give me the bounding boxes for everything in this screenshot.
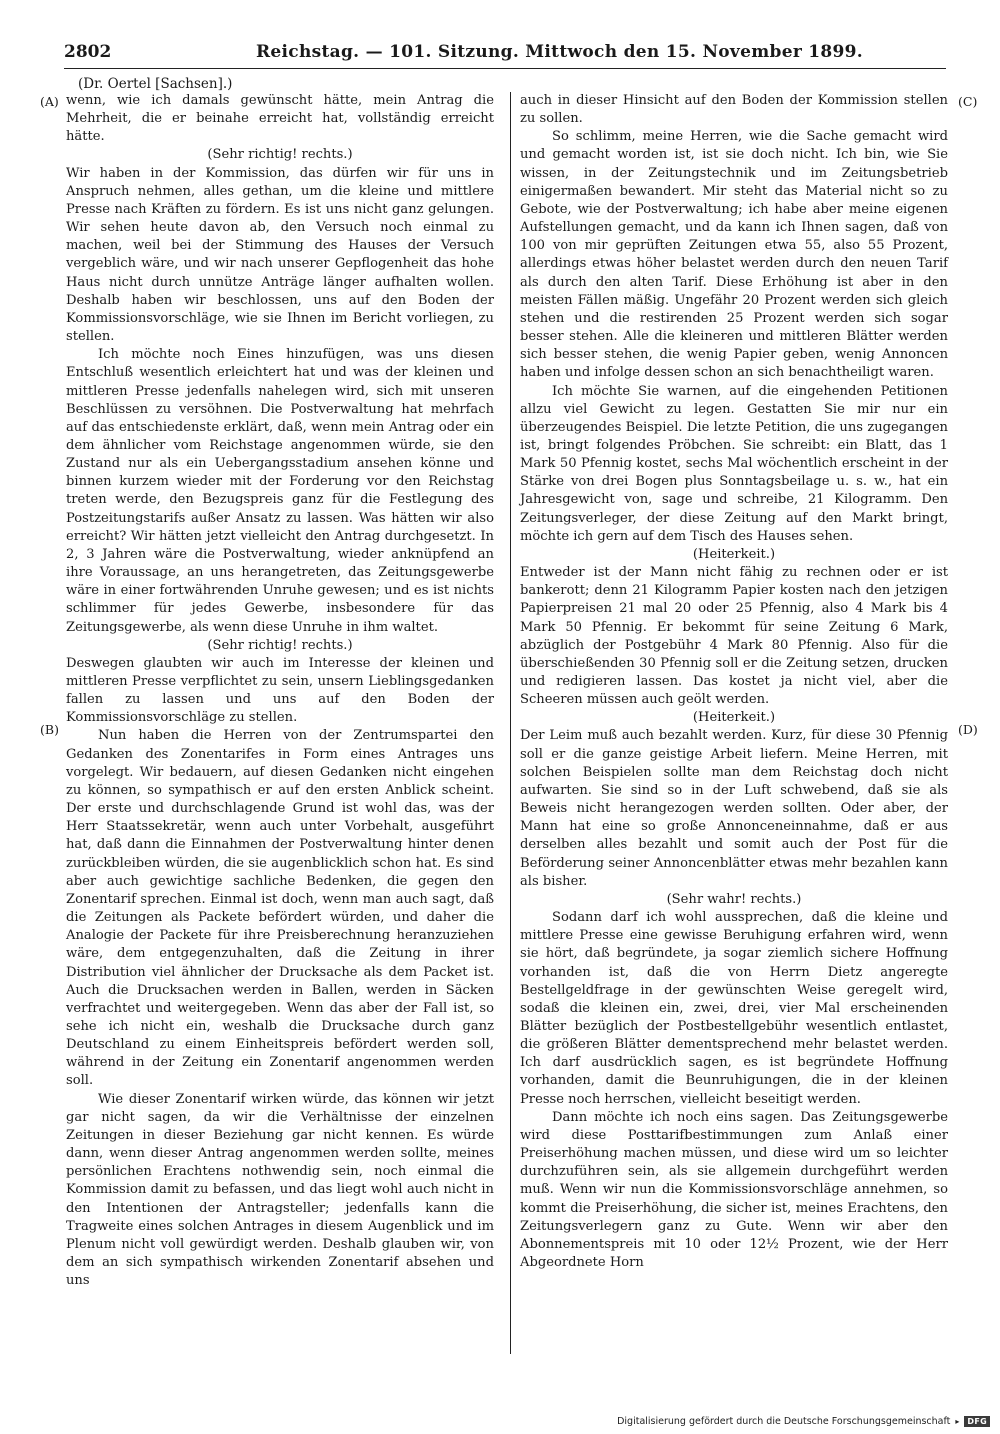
paragraph: So schlimm, meine Herren, wie die Sache gemacht wird und gemacht worden ist, ist sie doch nicht. Ich bin, wie Sie wissen, in der Zeitungstechnik und im Zeitungsbetrieb einigermaßen bewandert. Mir steht das Material nicht so zu Gebote, wie der Postverwaltung; ich habe aber meine eigenen Aufstellungen gemacht, und da kann ich Ihnen sagen, daß von 100 von mir geprüften Zeitungen etwa 55, also 55 Prozent, allerdings etwas höher belastet werden durch den neuen Tarif als durch den alten Tarif. Diese Erhöhung ist aber in den meisten Fällen mäßig. Ungefähr 20 Prozent werden sich gleich stehen und die restirenden 25 Prozent werden sich sogar besser stehen. Alle die kleineren und mittleren Blätter werden sich besser stehen, die wenig Papier geben, wenig Annoncen haben und infolge dessen schon an sich benachtheiligt waren. — [520, 129, 948, 381]
paragraph: Wie dieser Zonentarif wirken würde, das können wir jetzt gar nicht sagen, da wir die Verhältnisse der einzelnen Zeitungen in dieser Beziehung gar nicht kennen. Es würde dann, wenn dieser Antrag angenommen werden sollte, meines persönlichen Erachtens nothwendig sein, noch einmal die Kommission damit zu befassen, und das liegt wohl auch nicht in den Intentionen der Antragsteller; jedenfalls kann die Tragweite eines solchen Antrages in diesem Augenblick und im Plenum nicht voll gewürdigt werden. Deshalb glauben wir, von dem an sich sympathisch wirkenden Zonentarif absehen und uns — [66, 1091, 494, 1289]
margin-marker-a: (A) — [40, 94, 59, 109]
interjection: (Heiterkeit.) — [692, 546, 776, 562]
margin-marker-b: (B) — [40, 722, 59, 737]
interjection: (Sehr wahr! rechts.) — [666, 891, 802, 907]
digitization-footer — [617, 1416, 990, 1427]
paragraph: Sodann darf ich wohl aussprechen, daß die kleine und mittlere Presse eine gewisse Beruhigung erfahren wird, wenn sie hört, daß begründete, ja sogar ziemlich sichere Hoffnung vorhanden ist, daß die von Herrn Dietz angeregte Bestellgeldfrage in der gewünschten Weise geregelt wird, sodaß die kleinen ein, zwei, drei, vier Mal erscheinenden Blätter bezüglich der Postbestellgebühr wesentlich entlastet, die größeren Blätter dementsprechend mehr belastet werden. Ich darf ausdrücklich sagen, es ist begründete Hoffnung vorhanden, damit die Beunruhigungen, die in der kleinen Presse noch herrschen, vielleicht beseitigt werden. — [520, 910, 948, 1107]
paragraph: Ich möchte noch Eines hinzufügen, was uns diesen Entschluß wesentlich erleichtert hat und was der kleinen und mittleren Presse jedenfalls nahelegen wird, sich mit unseren Beschlüssen zu versöhnen. Die Postverwaltung hat mehrfach auf das entschiedenste erklärt, daß, wenn mein Antrag oder ein dem ähnlicher vom Reichstage angenommen würde, sie den Zustand nur als ein Uebergangsstadium ansehen könne und binnen kurzem wieder mit der Forderung vor den Reichstag treten werde, den Bezugspreis ganz für die Festlegung des Postzeitungstarifs außer Ansatz zu lassen. Was hätten wir also erreicht? Wir hätten jetzt vielleicht den Antrag durchgesetzt. In 2, 3 Jahren wäre die Postverwaltung, wieder anknüpfend an ihre Voraussage, an uns herangetreten, das Zeitungsgewerbe wäre in einer fortwährenden Unruhe gewesen; und es ist nichts schlimmer für jedes Gewerbe, insbesondere für das Zeitungsgewerbe, als wenn diese Unruhe in ihm waltet. — [66, 347, 494, 635]
column-divider — [510, 92, 511, 1354]
paragraph: Der Leim muß auch bezahlt werden. Kurz, für diese 30 Pfennig soll er die ganze geistige Arbeit liefern. Meine Herren, mit solchen Beispielen sollte man dem Reichstag doch nicht aufwarten. Sie sind so in der Luft schwebend, daß sie als Beweis nicht herangezogen werden sollten. Oder aber, der Mann hat eine so große Annonceneinnahme, daß er aus derselben alles bezahlt und somit auch der Post für die Beförderung seiner Annoncenblätter etwas mehr bezahlen kann als bisher. — [520, 728, 948, 889]
running-title: Reichstag. — 101. Sitzung. Mittwoch den 15. November 1899. — [256, 42, 864, 62]
paragraph: Ich möchte Sie warnen, auf die eingehenden Petitionen allzu viel Gewicht zu legen. Gestatten Sie mir nur ein überzeugendes Beispiel. Die letzte Petition, die uns zugegangen ist, bringt folgendes Pröbchen. Sie schreibt: ein Blatt, das 1 Mark 50 Pfennig kostet, sechs Mal wöchentlich erscheint in der Stärke von drei Bogen plus Sonntagsbeilage u. s. w., hat ein Jahresgewicht von, sage und schreibe, 21 Kilogramm. Den Zeitungsverleger, der diese Zeitung auf den Markt bringt, möchte ich gern auf dem Tisch des Hauses sehen. — [520, 383, 948, 544]
interjection: (Sehr richtig! rechts.) — [207, 147, 353, 163]
paragraph: auch in dieser Hinsicht auf den Boden der Kommission stellen zu sollen. — [520, 93, 948, 127]
arrow-icon: ▸ — [955, 1417, 960, 1426]
paragraph: Dann möchte ich noch eins sagen. Das Zeitungsgewerbe wird diese Posttarifbestimmungen zum Anlaß einer Preiserhöhung machen müssen, und diese wird um so leichter durchzuführen sein, als sie allgemein durchgeführt werden muß. Wenn wir nun die Kommissionsvorschläge annehmen, so kommt die Preiserhöhung, die sicher ist, meines Erachtens, den Zeitungsverlegern ganz zu Gute. Wenn wir aber den Abonnementspreis mit 10 oder 12½ Prozent, wie der Herr Abgeordnete Horn — [520, 1109, 948, 1270]
interjection: (Sehr richtig! rechts.) — [207, 637, 353, 653]
paragraph: wenn, wie ich damals gewünscht hätte, mein Antrag die Mehrheit, die er beinahe erreicht hat, vollständig erreicht hätte. — [66, 93, 494, 145]
interjection: (Heiterkeit.) — [692, 710, 776, 726]
dfg-logo: DFG — [964, 1416, 990, 1427]
paragraph: Nun haben die Herren von der Zentrumspartei den Gedanken des Zonentarifes in Form eines Antrages uns vorgelegt. Wir bedauern, auf diesen Gedanken nicht eingehen zu können, so sympathisch er auf den ersten Anblick scheint. Der erste und durchschlagende Grund ist wohl das, was der Herr Staatssekretär, wenn auch unter Vorbehalt, ausgeführt hat, daß dann die Einnahmen der Postverwaltung hinter denen zurückbleiben würden, die sie augenblicklich schon hat. Es sind aber auch gewichtige sachliche Bedenken, die gegen den Zonentarif sprechen. Einmal ist doch, wenn man auch sagt, daß die Zeitungen als Packete befördert würden, und daher die Analogie der Packete für ihre Preisberechnung heranzuziehen wäre, dem entgegenzuhalten, daß die Zeitung in ihrer Distribution viel ähnlicher der Drucksache als dem Packet ist. Auch die Drucksachen werden in Ballen, werden in Säcken verfrachtet und weitergegeben. Wenn das aber der Fall ist, so sehe ich nicht ein, weshalb die Drucksache durch ganz Deutschland zu einem Einheitspreis befördert werden soll, während in der Zeitung ein Zonentarif angenommen werden soll. — [66, 728, 494, 1089]
margin-marker-d: (D) — [958, 722, 978, 737]
speaker-note: (Dr. Oertel [Sachsen].) — [78, 76, 233, 92]
paragraph: Entweder ist der Mann nicht fähig zu rechnen oder er ist bankerott; denn 21 Kilogramm Papier kosten nach den jetzigen Papierpreisen 21 mal 20 oder 25 Pfennig, also 4 Mark bis 4 Mark 50 Pfennig. Er bekommt für seine Zeitung 6 Mark, abzüglich der Postgebühr 4 Mark 80 Pfennig. Also für die überschießenden 30 Pfennig soll er die Zeitung setzen, drucken und redigieren lassen. Das kostet ja nicht viel, aber die Scheeren müssen auch geölt werden. — [520, 565, 948, 708]
header-rule — [64, 68, 946, 69]
left-column — [66, 92, 494, 1290]
paragraph: Deswegen glaubten wir auch im Interesse der kleinen und mittleren Presse verpflichtet zu sein, unsern Lieblingsgedanken fallen zu lassen und uns auf den Boden der Kommissionsvorschläge zu stellen. — [66, 655, 494, 726]
margin-marker-c: (C) — [958, 94, 978, 109]
footer-credit: Digitalisierung gefördert durch die Deutsche Forschungsgemeinschaft — [617, 1416, 951, 1427]
right-column — [520, 92, 948, 1272]
paragraph: Wir haben in der Kommission, das dürfen wir für uns in Anspruch nehmen, alles gethan, um die kleine und mittlere Presse nach Kräften zu fördern. Es ist uns nicht ganz gelungen. Wir sehen heute davon ab, den Versuch noch einmal zu machen, weil bei der Stimmung des Hauses der Versuch vergeblich wäre, und wir nach unserer Gepflogenheit das hohe Haus nicht durch unnütze Anträge länger aufhalten wollen. Deshalb haben wir beschlossen, uns auf den Boden der Kommissionsvorschläge, wie sie Ihnen im Bericht vorliegen, zu stellen. — [66, 165, 494, 345]
page-number: 2802 — [64, 42, 112, 62]
